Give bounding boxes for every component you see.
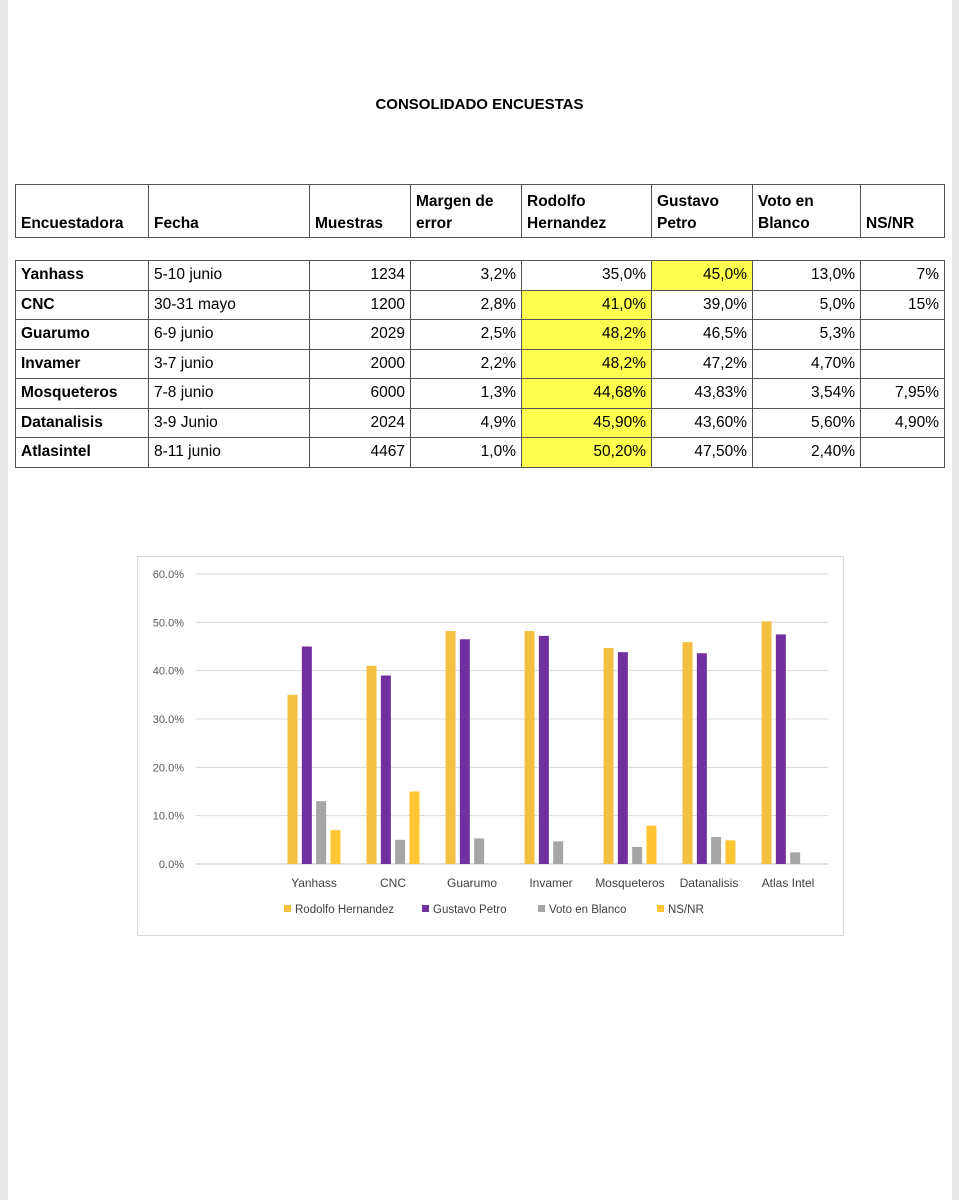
chart-y-axis (153, 569, 184, 871)
pollster-name: Invamer (16, 349, 149, 379)
poll-samples: 4467 (310, 438, 411, 468)
pollster-name: Yanhass (16, 261, 149, 291)
poll-samples: 2000 (310, 349, 411, 379)
poll-margin: 2,8% (411, 290, 522, 320)
poll-date: 5-10 junio (149, 261, 310, 291)
poll-blanco: 5,0% (753, 290, 861, 320)
poll-rodolfo: 35,0% (522, 261, 652, 291)
legend-label: Gustavo Petro (433, 904, 507, 916)
x-category-label: Invamer (529, 876, 573, 890)
y-tick-label: 40.0% (152, 665, 184, 678)
bar-gustavo-petro (381, 676, 391, 865)
bar-rodolfo-hernandez (604, 648, 614, 864)
chart-x-axis (291, 876, 814, 890)
poll-margin: 4,9% (411, 408, 522, 438)
poll-bar-chart (137, 556, 844, 936)
bar-voto-en-blanco (553, 841, 563, 864)
bar-rodolfo-hernandez (367, 666, 377, 864)
bar-rodolfo-hernandez (288, 695, 298, 864)
y-tick-label: 0.0% (158, 859, 184, 871)
x-category-label: Mosqueteros (595, 876, 665, 890)
header-rodolfo: Rodolfo Hernandez (522, 185, 652, 238)
bar-voto-en-blanco (474, 838, 484, 864)
x-category-label: CNC (380, 876, 406, 890)
poll-petro: 47,50% (652, 438, 753, 468)
bar-voto-en-blanco (632, 847, 642, 864)
bar-gustavo-petro (302, 647, 312, 865)
pollster-name: CNC (16, 290, 149, 320)
bar-voto-en-blanco (790, 852, 800, 864)
poll-nsnr (861, 349, 945, 379)
poll-petro: 39,0% (652, 290, 753, 320)
y-tick-label: 10.0% (152, 810, 184, 823)
poll-petro: 43,83% (652, 379, 753, 409)
poll-margin: 1,3% (411, 379, 522, 409)
poll-rodolfo: 48,2% (522, 349, 652, 379)
pollster-name: Datanalisis (16, 408, 149, 438)
document-title: CONSOLIDADO ENCUESTAS (375, 96, 584, 113)
header-nsnr: NS/NR (861, 185, 945, 238)
poll-petro: 46,5% (652, 320, 753, 350)
table-row (16, 379, 945, 409)
bar-voto-en-blanco (316, 801, 326, 864)
poll-rodolfo: 50,20% (522, 438, 652, 468)
poll-petro: 45,0% (652, 261, 753, 291)
y-tick-label: 60.0% (152, 569, 184, 581)
header-blanco: Voto en Blanco (753, 185, 861, 238)
y-tick-label: 50.0% (152, 617, 184, 630)
bar-rodolfo-hernandez (683, 642, 693, 864)
bar-gustavo-petro (539, 636, 549, 864)
legend-swatch (284, 905, 291, 912)
poll-blanco: 5,60% (753, 408, 861, 438)
bar-ns-nr (409, 792, 419, 865)
legend-swatch (657, 905, 664, 912)
bar-gustavo-petro (618, 652, 628, 864)
poll-rodolfo: 48,2% (522, 320, 652, 350)
poll-date: 3-9 Junio (149, 408, 310, 438)
bar-gustavo-petro (460, 639, 470, 864)
header-margen: Margen de error (411, 185, 522, 238)
poll-samples: 6000 (310, 379, 411, 409)
poll-nsnr (861, 320, 945, 350)
legend-label: Voto en Blanco (549, 904, 627, 916)
poll-rodolfo: 44,68% (522, 379, 652, 409)
bar-rodolfo-hernandez (525, 631, 535, 864)
pollster-name: Guarumo (16, 320, 149, 350)
table-row (16, 408, 945, 438)
chart-bars (288, 621, 801, 864)
bar-rodolfo-hernandez (446, 631, 456, 864)
y-tick-label: 20.0% (152, 762, 184, 775)
table-row (16, 349, 945, 379)
legend-swatch (538, 905, 545, 912)
poll-blanco: 2,40% (753, 438, 861, 468)
poll-date: 6-9 junio (149, 320, 310, 350)
bar-voto-en-blanco (395, 840, 405, 864)
poll-nsnr: 15% (861, 290, 945, 320)
polls-table (15, 184, 945, 468)
bar-ns-nr (725, 840, 735, 864)
header-muestras: Muestras (310, 185, 411, 238)
poll-samples: 1234 (310, 261, 411, 291)
pollster-name: Atlasintel (16, 438, 149, 468)
header-fecha: Fecha (149, 185, 310, 238)
poll-margin: 2,5% (411, 320, 522, 350)
chart-canvas (138, 557, 843, 935)
poll-rodolfo: 45,90% (522, 408, 652, 438)
poll-margin: 1,0% (411, 438, 522, 468)
x-category-label: Guarumo (446, 876, 498, 890)
poll-nsnr: 4,90% (861, 408, 945, 438)
poll-petro: 43,60% (652, 408, 753, 438)
table-spacer-row (16, 238, 945, 261)
legend-swatch (422, 905, 429, 912)
chart-legend (284, 904, 704, 916)
poll-blanco: 5,3% (753, 320, 861, 350)
poll-date: 8-11 junio (149, 438, 310, 468)
poll-samples: 2029 (310, 320, 411, 350)
poll-date: 3-7 junio (149, 349, 310, 379)
bar-ns-nr (646, 826, 656, 864)
poll-nsnr (861, 438, 945, 468)
bar-gustavo-petro (697, 653, 707, 864)
legend-label: Rodolfo Hernandez (295, 904, 395, 916)
poll-margin: 2,2% (411, 349, 522, 379)
bar-ns-nr (330, 830, 340, 864)
table-row (16, 438, 945, 468)
poll-petro: 47,2% (652, 349, 753, 379)
x-category-label: Datanalisis (679, 876, 739, 890)
poll-blanco: 13,0% (753, 261, 861, 291)
header-petro: Gustavo Petro (652, 185, 753, 238)
x-category-label: Atlas Intel (761, 876, 815, 890)
poll-samples: 1200 (310, 290, 411, 320)
poll-blanco: 3,54% (753, 379, 861, 409)
pollster-name: Mosqueteros (16, 379, 149, 409)
y-tick-label: 30.0% (152, 714, 184, 726)
poll-nsnr: 7% (861, 261, 945, 291)
poll-date: 30-31 mayo (149, 290, 310, 320)
poll-samples: 2024 (310, 408, 411, 438)
bar-voto-en-blanco (711, 837, 721, 864)
table-header-row (16, 185, 945, 238)
table-row (16, 320, 945, 350)
poll-rodolfo: 41,0% (522, 290, 652, 320)
poll-date: 7-8 junio (149, 379, 310, 409)
poll-margin: 3,2% (411, 261, 522, 291)
header-encuestadora: Encuestadora (16, 185, 149, 238)
bar-gustavo-petro (776, 634, 786, 864)
bar-rodolfo-hernandez (762, 621, 772, 864)
poll-blanco: 4,70% (753, 349, 861, 379)
legend-label: NS/NR (668, 904, 704, 916)
poll-nsnr: 7,95% (861, 379, 945, 409)
table-row (16, 261, 945, 291)
x-category-label: Yanhass (291, 876, 337, 890)
table-row (16, 290, 945, 320)
